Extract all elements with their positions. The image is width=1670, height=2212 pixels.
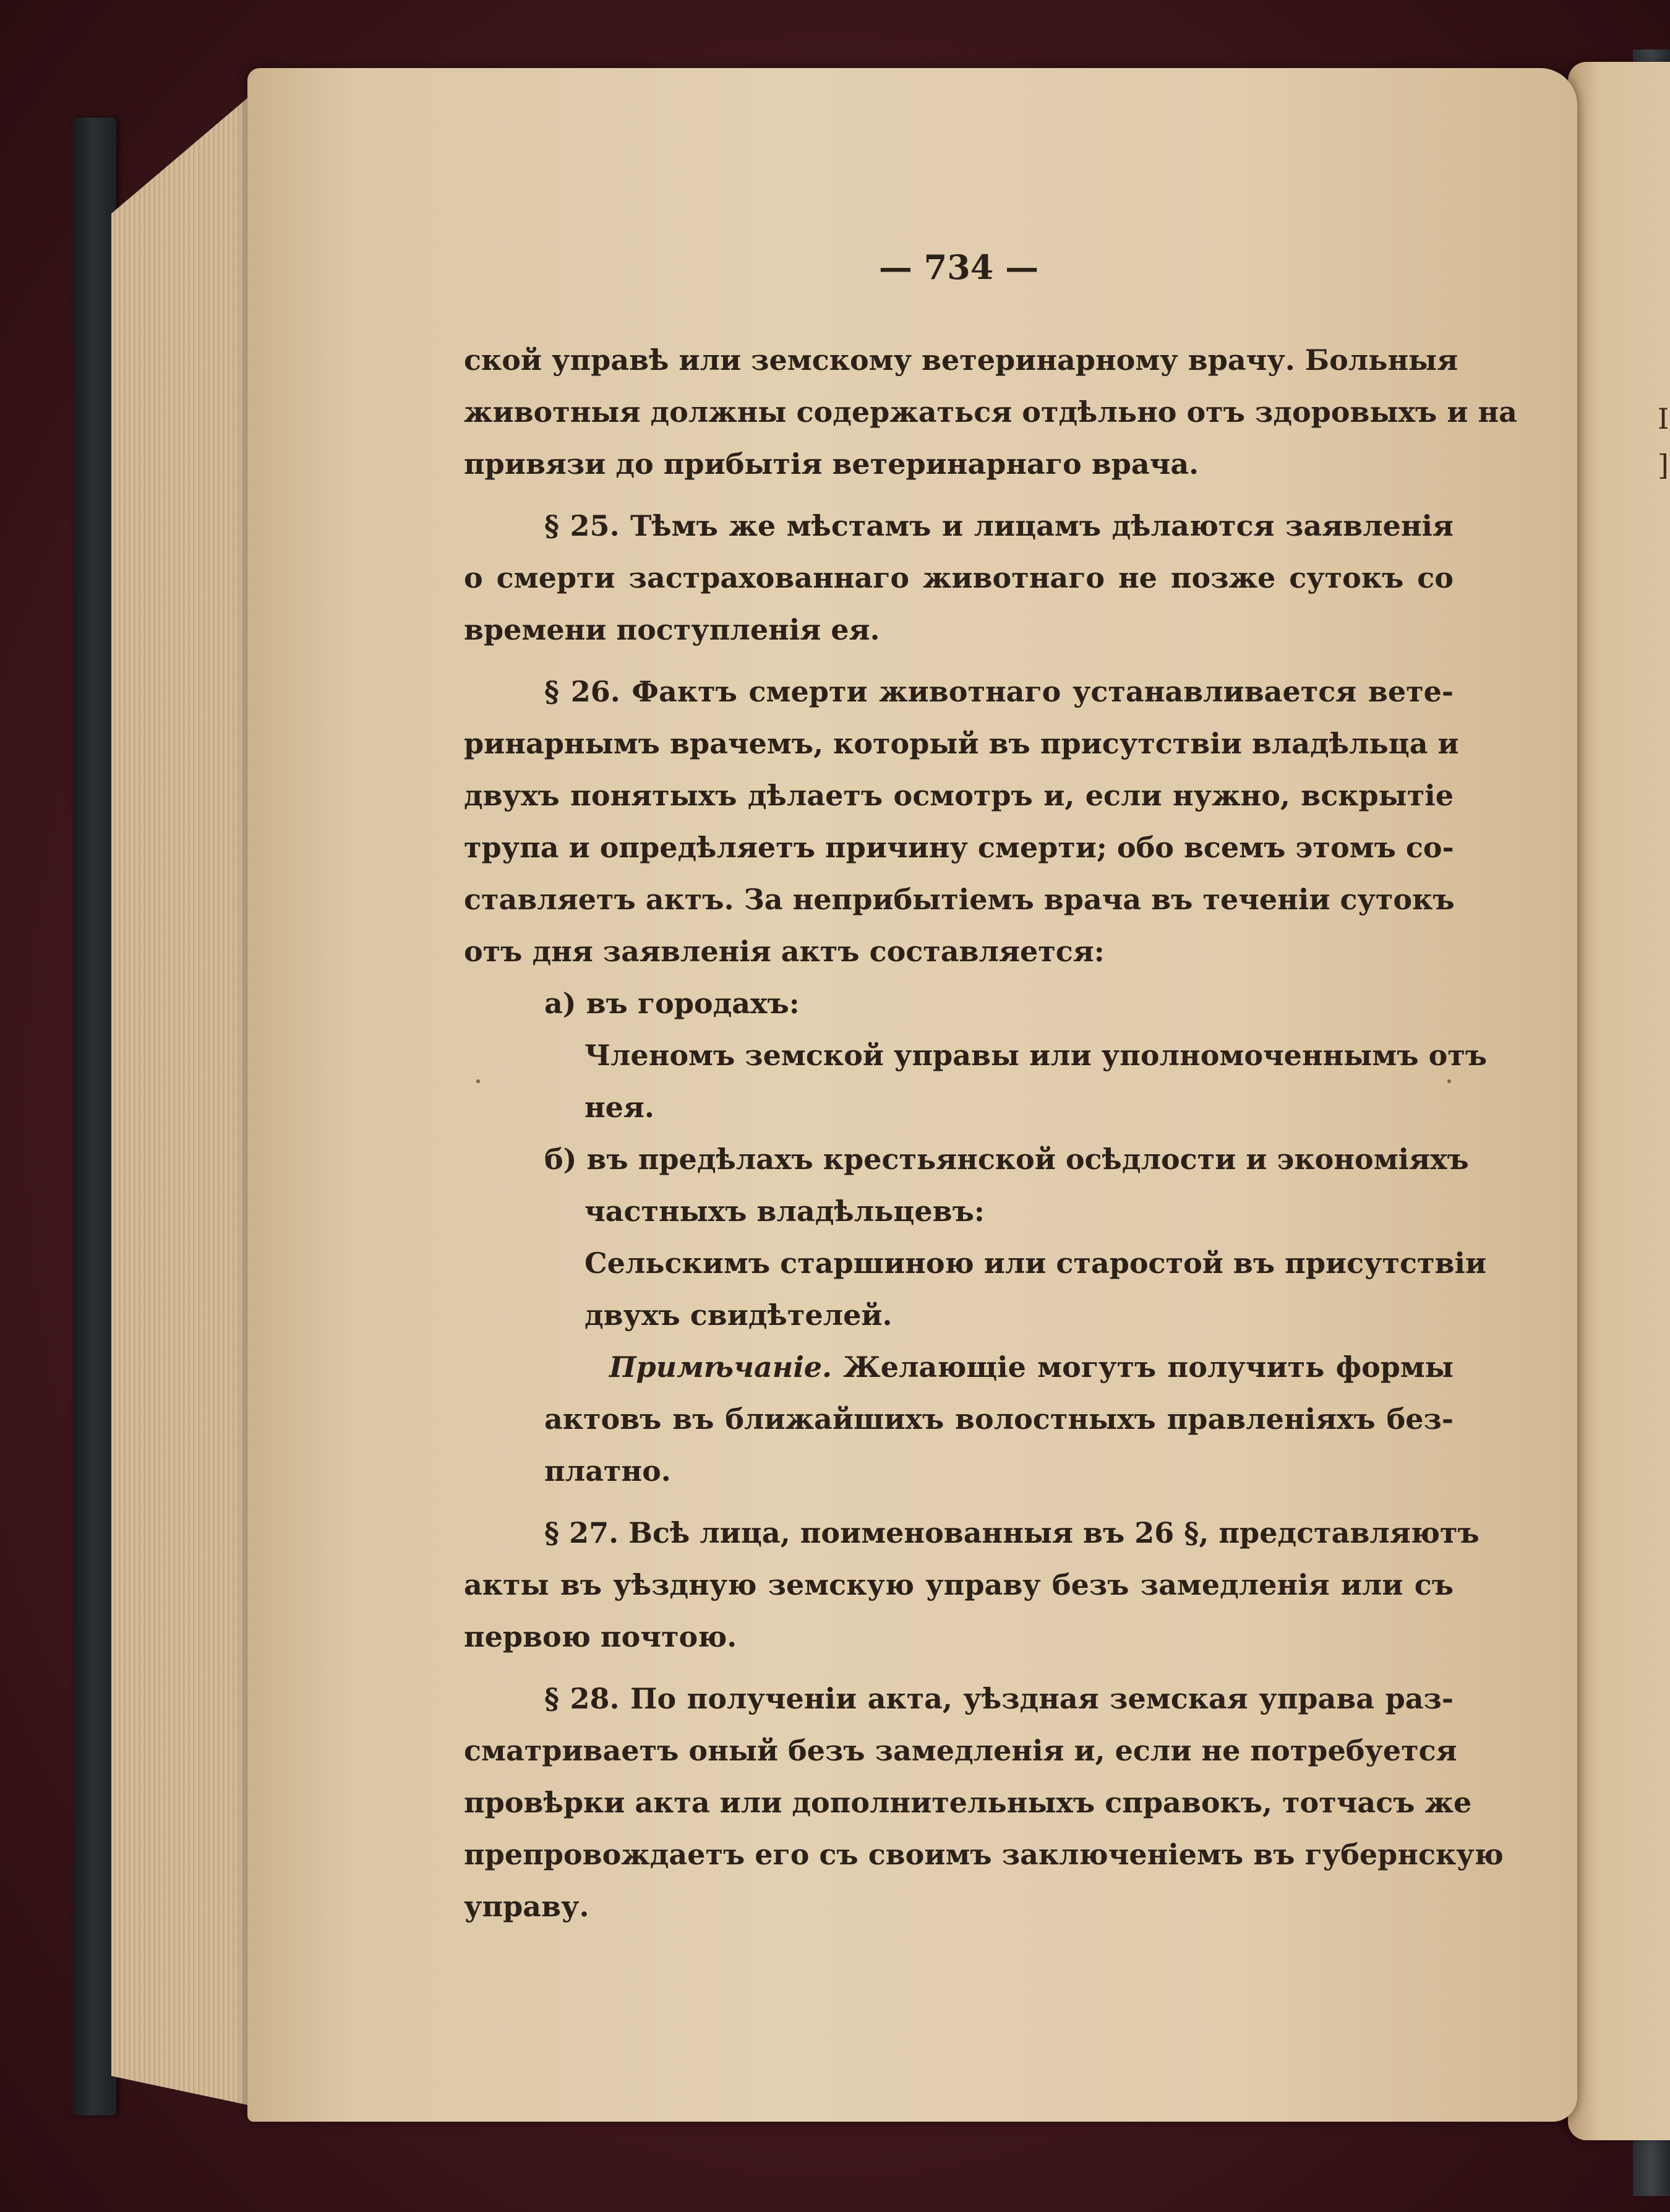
facing-page-mark: I [1658, 402, 1669, 435]
paragraph-gap [464, 490, 1454, 500]
text-line: а) въ городахъ: [544, 987, 800, 1020]
paragraph-gap [464, 1663, 1454, 1673]
left-cover-board [73, 118, 116, 2116]
text-line: актовъ въ ближайшихъ волостныхъ правленіяхъ без- [544, 1402, 1454, 1436]
text-line: § 25. Тѣмъ же мѣстамъ и лицамъ дѣлаются заявленія [544, 509, 1454, 542]
text-line: акты въ уѣздную земскую управу безъ замедленія или съ [464, 1568, 1454, 1601]
page-text [464, 334, 1517, 1932]
text-line: платно. [544, 1454, 671, 1488]
facing-page-marks [1658, 396, 1669, 489]
text-line: препровождаетъ его съ своимъ заключеніемъ въ губернскую [464, 1838, 1504, 1871]
paragraph-gap [464, 656, 1454, 666]
text-line: провѣрки акта или дополнительныхъ справокъ, тотчасъ же [464, 1786, 1472, 1819]
text-line: двухъ понятыхъ дѣлаетъ осмотръ и, если нужно, вскрытіе [464, 779, 1454, 812]
text-line: ской управѣ или земскому ветеринарному врачу. Больныя [464, 343, 1458, 377]
text-line: ринарнымъ врачемъ, который въ присутствіи владѣльца и [464, 727, 1459, 760]
facing-page-mark: ] [1658, 448, 1669, 482]
text-line: животныя должны содержаться отдѣльно отъ здоровыхъ и на [464, 395, 1517, 429]
text-line [464, 1341, 1454, 1393]
text-line: § 26. Фактъ смерти животнаго устанавливается вете- [544, 675, 1454, 708]
facing-page [1568, 62, 1670, 2140]
text-line: о смерти застрахованнаго животнаго не позже сутокъ со [464, 561, 1454, 594]
text-line: управу. [464, 1890, 589, 1923]
text-line: ставляетъ актъ. За неприбытіемъ врача въ теченіи сутокъ [464, 883, 1455, 916]
text-line: Сельскимъ старшиною или старостой въ присутствіи [584, 1246, 1487, 1280]
stray-mark [1447, 1079, 1451, 1083]
text-line: сматриваетъ оный безъ замедленія и, если не потребуется [464, 1734, 1457, 1767]
page-edges [111, 93, 254, 2106]
text-line: отъ дня заявленія актъ составляется: [464, 935, 1105, 968]
paragraph-gap [464, 1497, 1454, 1507]
text-line: Членомъ земской управы или уполномоченнымъ отъ [584, 1039, 1488, 1072]
text-line: б) въ предѣлахъ крестьянской осѣдлости и экономіяхъ [544, 1142, 1469, 1176]
text-line: привязи до прибытія ветеринарнаго врача. [464, 447, 1199, 481]
text-line: первою почтою. [464, 1620, 737, 1653]
text-line: § 27. Всѣ лица, поименованныя въ 26 §, представляютъ [544, 1516, 1479, 1550]
stray-mark [476, 1079, 480, 1083]
text-line: § 28. По полученіи акта, уѣздная земская управа раз- [544, 1682, 1454, 1715]
text-line: двухъ свидѣтелей. [584, 1298, 893, 1332]
text-line: частныхъ владѣльцевъ: [584, 1194, 985, 1228]
text-line: нея. [584, 1091, 654, 1124]
text-line: времени поступленія ея. [464, 613, 880, 646]
note-text: Желающіе могутъ получить формы [832, 1350, 1454, 1384]
note-label: Примѣчаніе. [609, 1350, 833, 1384]
page-number: — 734 — [878, 247, 1039, 287]
text-line: трупа и опредѣляетъ причину смерти; обо всемъ этомъ со- [464, 831, 1454, 864]
